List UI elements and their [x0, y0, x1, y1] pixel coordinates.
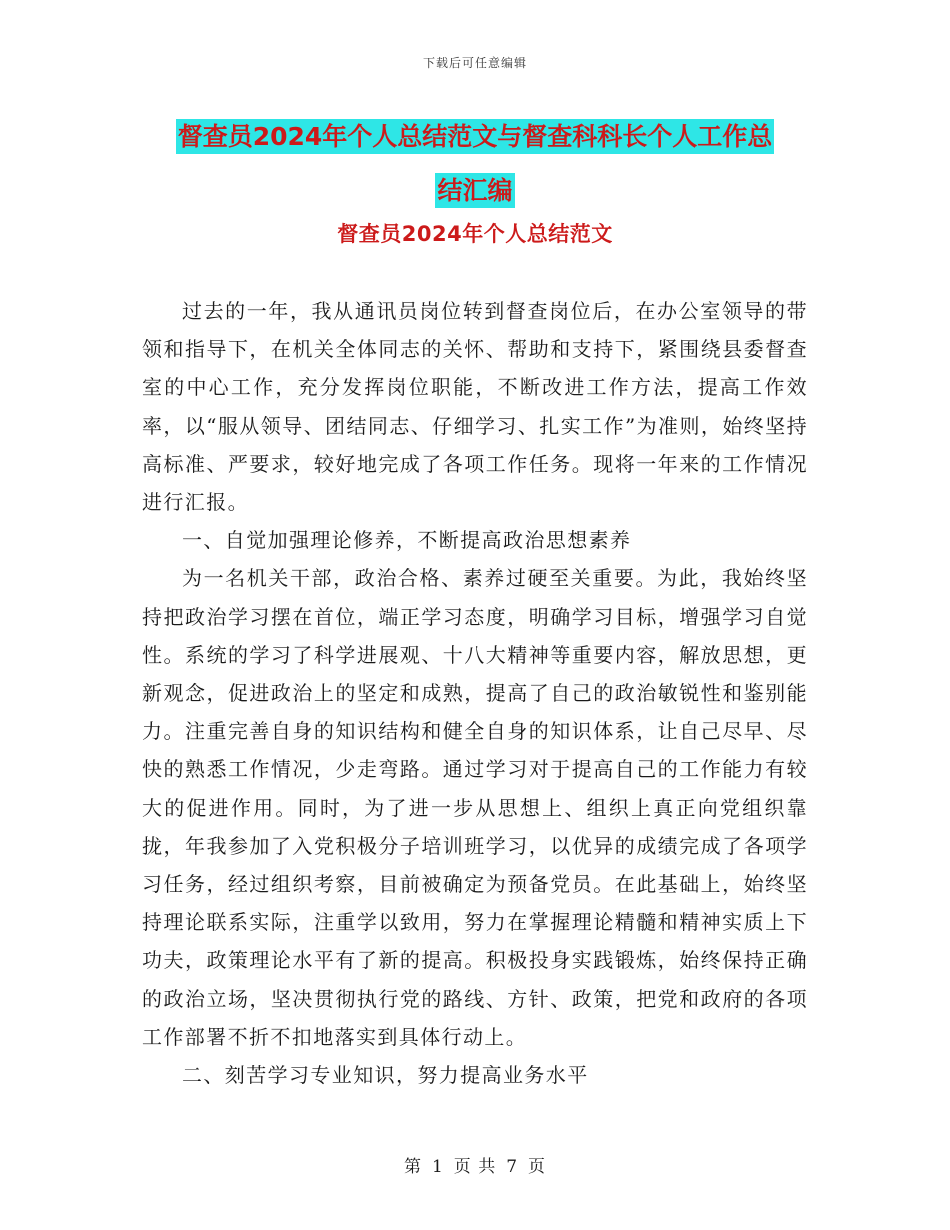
- title-line-2: 结汇编: [435, 173, 514, 208]
- body-text: [142, 292, 808, 1094]
- title-line-1: 督查员2024年个人总结范文与督查科科长个人工作总: [176, 119, 775, 154]
- footer-middle: 页 共: [453, 1157, 497, 1177]
- footer-suffix: 页: [528, 1157, 547, 1177]
- footer-page-total: 7: [506, 1157, 519, 1177]
- header-note: 下载后可任意编辑: [422, 56, 527, 70]
- page-footer: [0, 1152, 950, 1177]
- footer-page-number: 1: [431, 1157, 444, 1177]
- section-title: 督查员2024年个人总结范文: [337, 222, 613, 246]
- heading-two: 二、刻苦学习专业知识，努力提高业务水平: [182, 1063, 589, 1088]
- paragraph-theory: 为一名机关干部，政治合格、素养过硬至关重要。为此，我始终坚持把政治学习摆在首位，端正学习态度，明确学习目标，增强学习自觉性。系统的学习了科学进展观、十八大精神等重要内容，解放思想，更新观念，促进政治上的坚定和成熟，提高了自己的政治敏锐性和鉴别能力。注重完善自身的知识结构和健全自身的知识体系，让自己尽早、尽快的熟悉工作情况，少走弯路。通过学习对于提高自己的工作能力有较大的促进作用。同时，为了进一步从思想上、组织上真正向党组织靠拢，年我参加了入党积极分子培训班学习，以优异的成绩完成了各项学习任务，经过组织考察，目前被确定为预备党员。在此基础上，始终坚持理论联系实际，注重学以致用，努力在掌握理论精髓和精神实质上下功夫，政策理论水平有了新的提高。积极投身实践锻炼，始终保持正确的政治立场，坚决贯彻执行党的路线、方针、政策，把党和政府的各项工作部署不折不扣地落实到具体行动上。: [142, 566, 808, 1049]
- document-title: [0, 110, 950, 218]
- footer-prefix: 第: [403, 1157, 422, 1177]
- heading-one: 一、自觉加强理论修养，不断提高政治思想素养: [182, 528, 632, 553]
- paragraph-intro: 过去的一年，我从通讯员岗位转到督查岗位后，在办公室领导的带领和指导下，在机关全体同志的关怀、帮助和支持下，紧围绕县委督查室的中心工作，充分发挥岗位职能，不断改进工作方法，提高工作效率，以“服从领导、团结同志、仔细学习、扎实工作”为准则，始终坚持高标准、严要求，较好地完成了各项工作任务。现将一年来的工作情况进行汇报。: [142, 299, 808, 515]
